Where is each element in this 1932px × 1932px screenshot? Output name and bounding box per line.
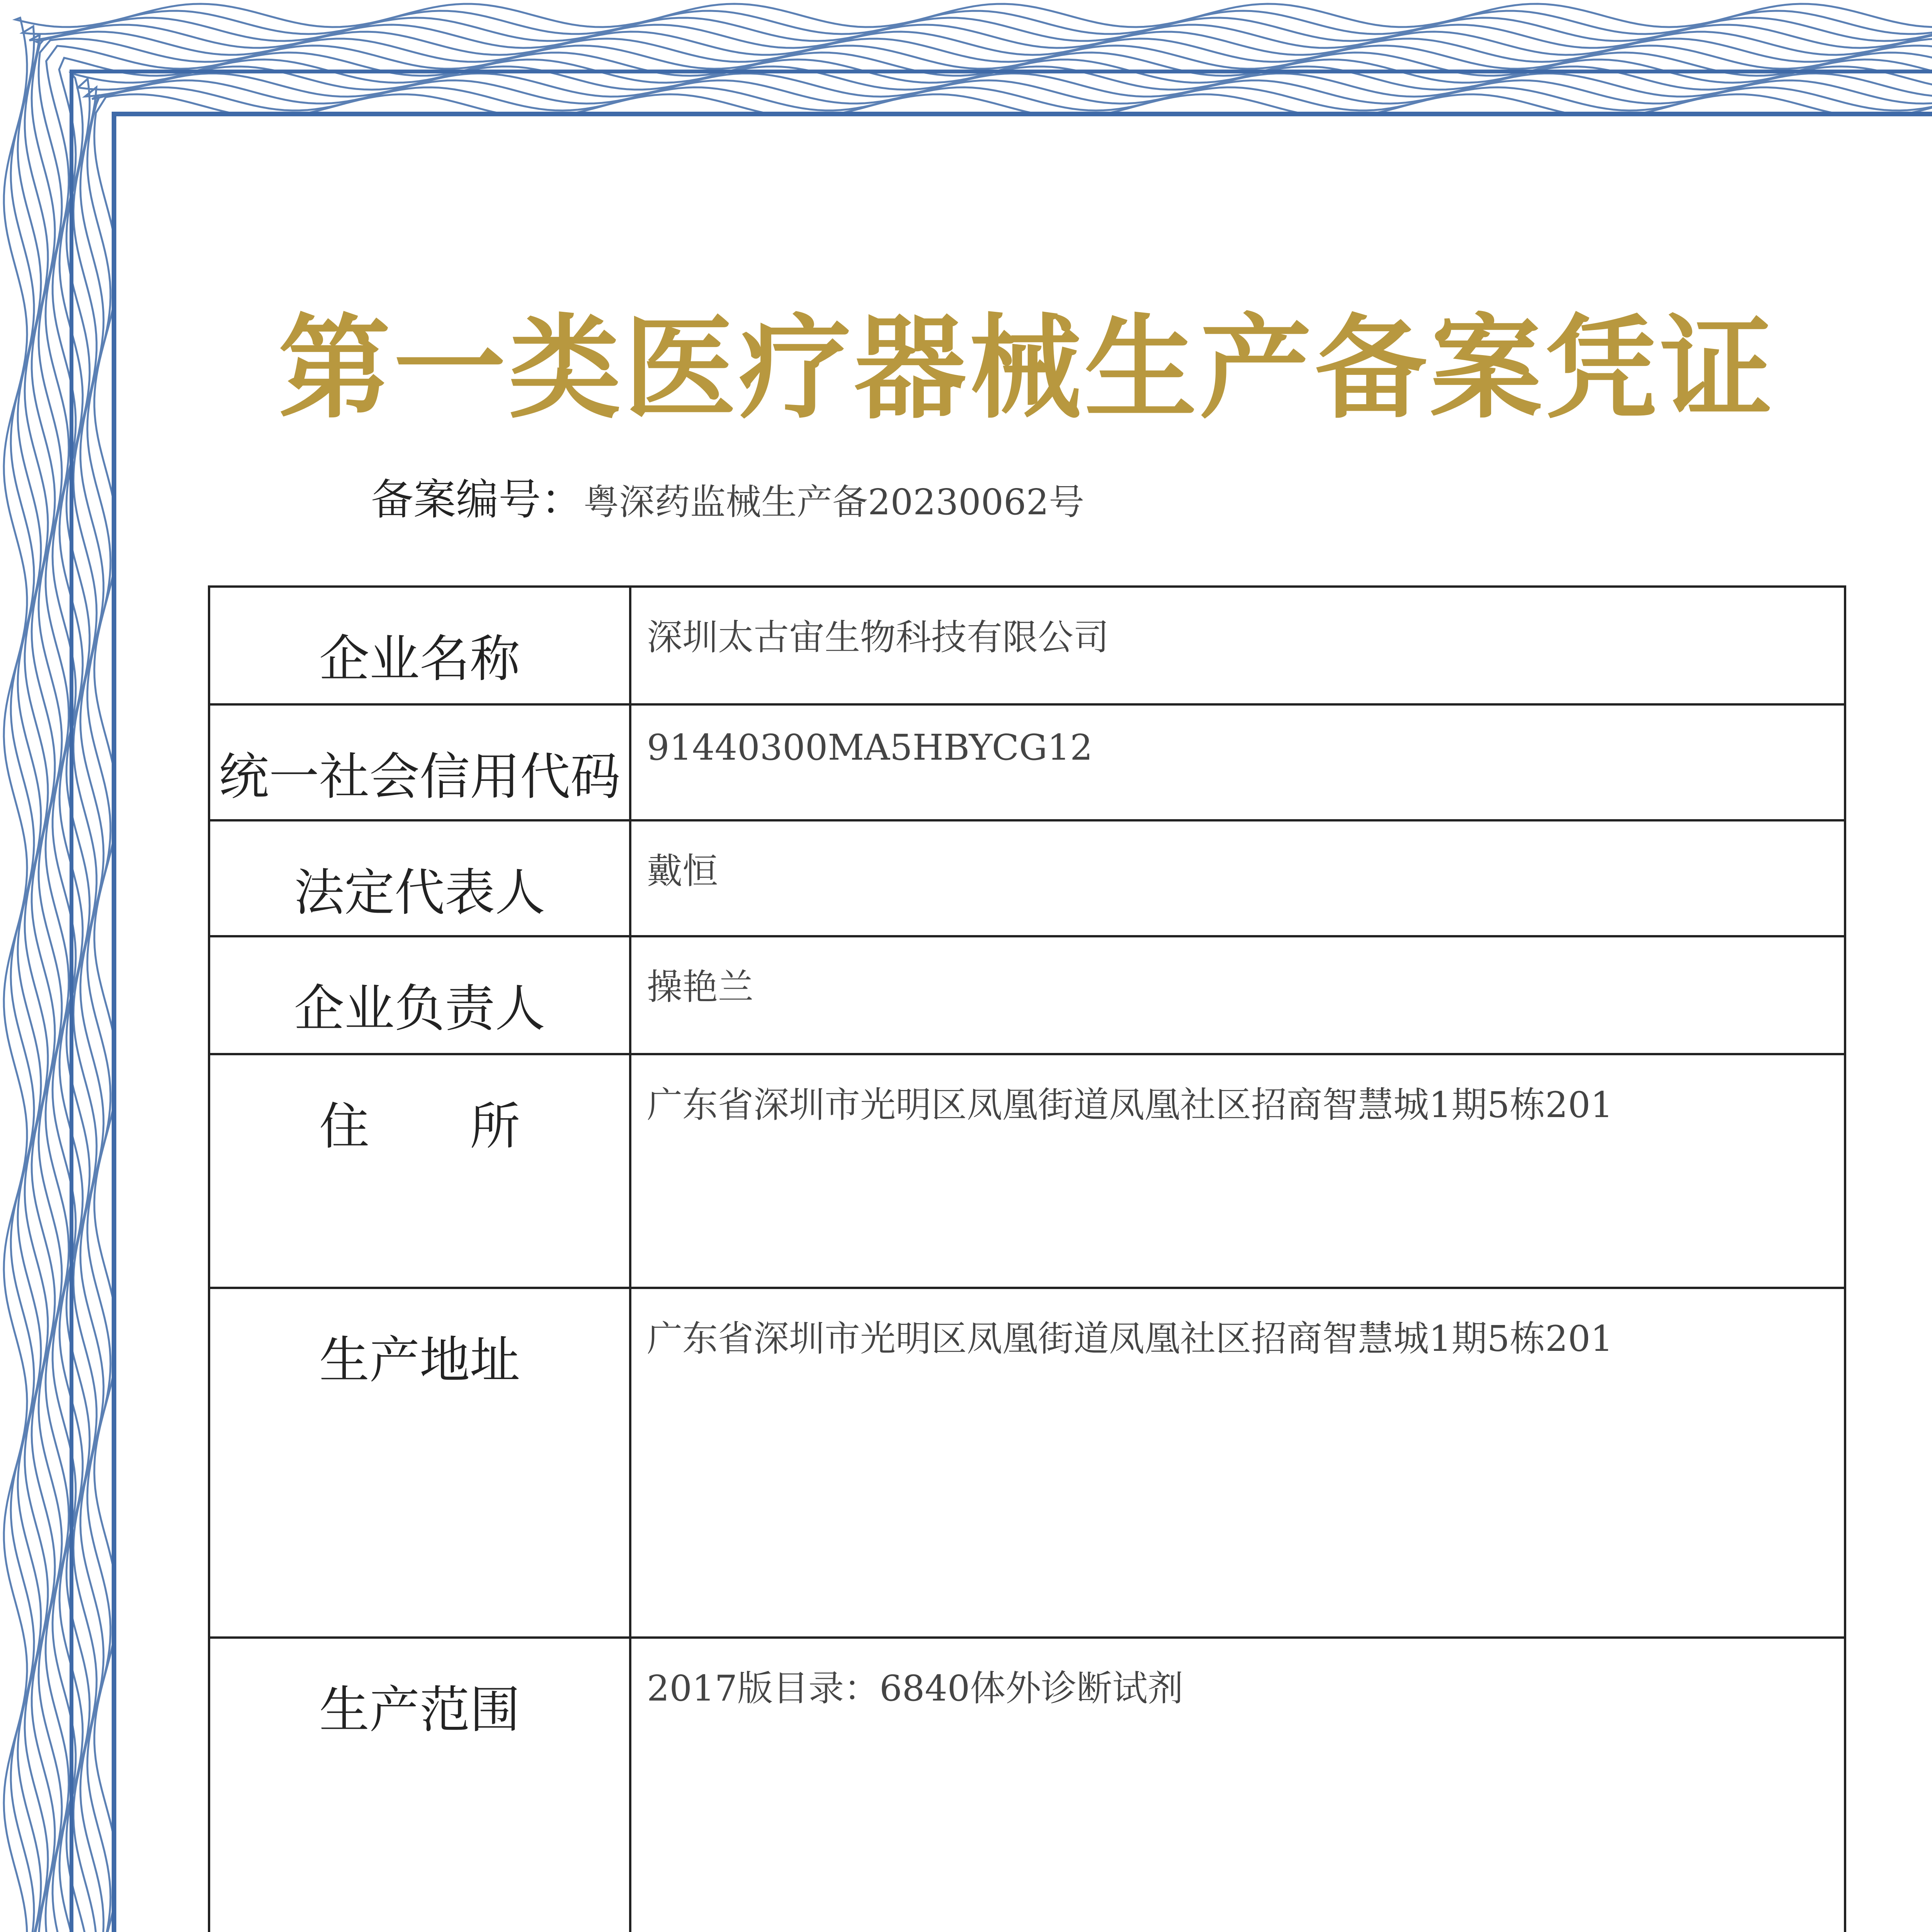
- field-value-legal-rep: 戴恒: [630, 820, 1845, 936]
- field-label-manager: 企业负责人: [209, 936, 630, 1054]
- info-table: [208, 585, 1846, 1932]
- table-row: [209, 704, 1845, 820]
- field-label-credit-code: 统一社会信用代码: [209, 704, 630, 820]
- document-title: 第一类医疗器械生产备案凭证: [278, 303, 1776, 434]
- field-label-production-scope: 生产范围: [209, 1638, 630, 1932]
- field-value-company: 深圳太古宙生物科技有限公司: [630, 587, 1845, 704]
- registration-label: 备案编号：: [371, 475, 583, 524]
- table-row: [209, 1638, 1845, 1932]
- table-row: [209, 936, 1845, 1054]
- table-row: [209, 1054, 1845, 1288]
- field-label-legal-rep: 法定代表人: [209, 820, 630, 936]
- field-label-domicile: 住 所: [209, 1054, 630, 1288]
- table-row: [209, 820, 1845, 936]
- field-value-manager: 操艳兰: [630, 936, 1845, 1054]
- field-label-company: 企业名称: [209, 587, 630, 704]
- field-value-credit-code: 91440300MA5HBYCG12: [630, 704, 1845, 820]
- field-value-domicile: 广东省深圳市光明区凤凰街道凤凰社区招商智慧城1期5栋201: [630, 1054, 1845, 1288]
- field-value-production-address: 广东省深圳市光明区凤凰街道凤凰社区招商智慧城1期5栋201: [630, 1288, 1845, 1638]
- registration-number-line: [371, 466, 1084, 527]
- field-label-production-address: 生产地址: [209, 1288, 630, 1638]
- table-row: [209, 1288, 1845, 1638]
- registration-number: 粤深药监械生产备20230062号: [583, 481, 1085, 523]
- table-row: [209, 587, 1845, 704]
- field-value-production-scope: 2017版目录：6840体外诊断试剂: [630, 1638, 1845, 1932]
